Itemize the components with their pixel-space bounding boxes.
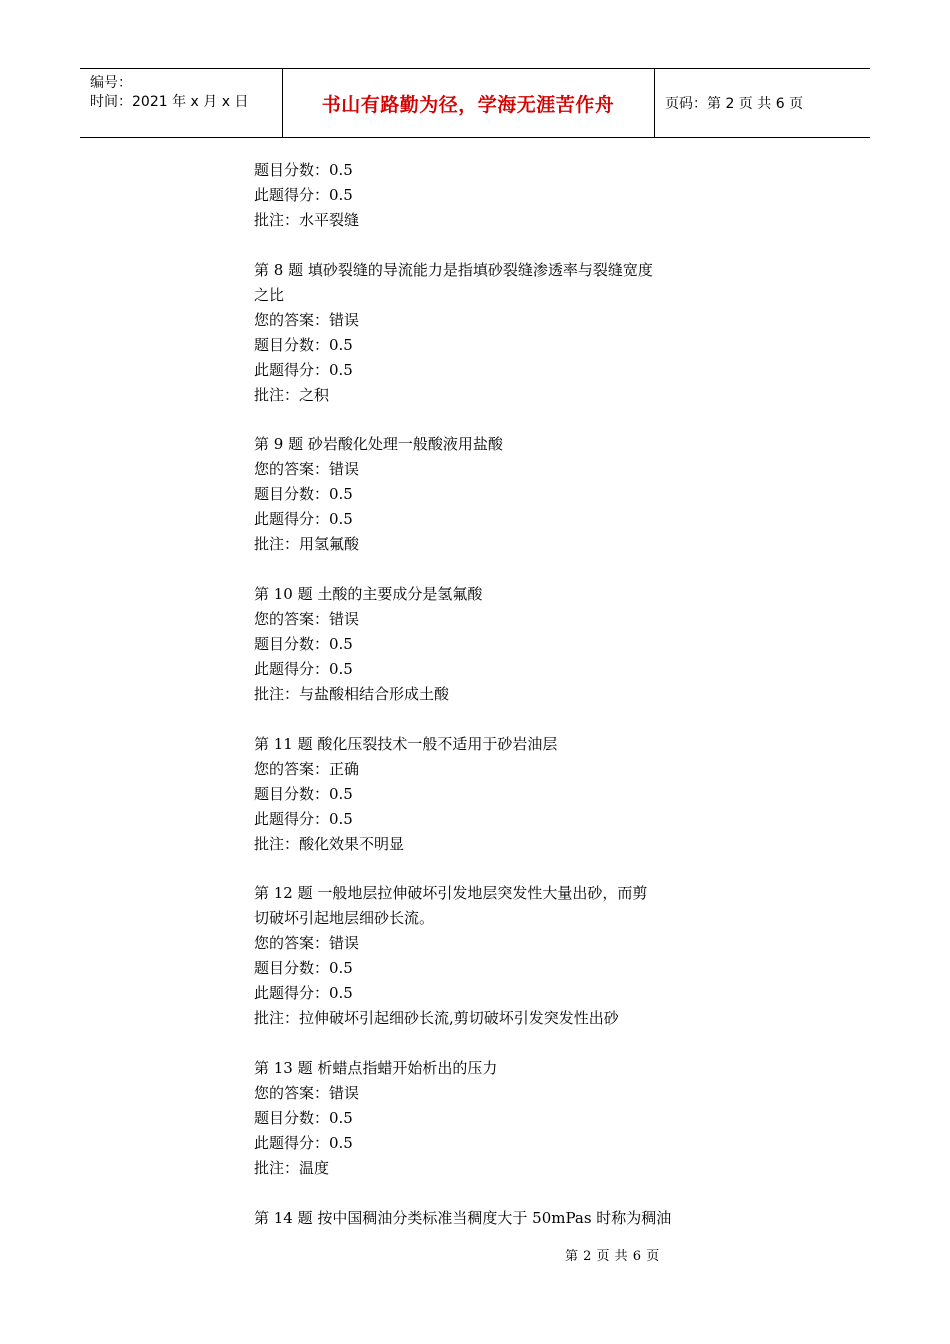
paragraph-gap — [254, 1181, 704, 1206]
text-line: 题目分数：0.5 — [254, 959, 353, 978]
text-line: 批注：拉伸破坏引起细砂长流,剪切破坏引发突发性出砂 — [254, 1009, 619, 1028]
text-line: 题目分数：0.5 — [254, 161, 353, 179]
text-line: 您的答案：错误 — [254, 1084, 360, 1103]
header-page-cell — [655, 69, 870, 137]
motto-text: 书山有路勤为径，学海无涯苦作舟 — [321, 93, 615, 116]
text-line: 批注：与盐酸相结合形成土酸 — [254, 685, 450, 704]
text-line: 您的答案：正确 — [254, 759, 360, 778]
paragraph-gap — [254, 233, 704, 258]
header-page-label: 页码：第 2 页 共 6 页 — [665, 96, 804, 112]
text-line: 第 9 题 砂岩酸化处理一般酸液用盐酸 — [254, 435, 503, 454]
text-line: 题目分数：0.5 — [254, 485, 353, 504]
text-line: 批注：之积 — [254, 385, 330, 404]
paragraph-gap — [254, 707, 704, 732]
text-line: 题目分数：0.5 — [254, 635, 353, 654]
text-line: 此题得分：0.5 — [254, 809, 353, 828]
text-line: 此题得分：0.5 — [254, 186, 353, 204]
text-line: 您的答案：错误 — [254, 934, 360, 953]
text-line: 第 11 题 酸化压裂技术一般不适用于砂岩油层 — [254, 734, 558, 753]
paragraph-gap — [254, 557, 704, 582]
text-line: 您的答案：错误 — [254, 460, 360, 479]
code-label: 编号： — [90, 75, 132, 91]
text-line: 第 14 题 按中国稠油分类标准当稠度大于 50mPas 时称为稠油 — [254, 1208, 672, 1227]
text-line: 第 13 题 析蜡点指蜡开始析出的压力 — [254, 1059, 498, 1078]
text-line: 您的答案：错误 — [254, 310, 360, 329]
text-line: 第 8 题 填砂裂缝的导流能力是指填砂裂缝渗透率与裂缝宽度 — [254, 260, 653, 279]
text-line: 批注：温度 — [254, 1159, 330, 1178]
header-meta — [80, 69, 283, 137]
text-line: 切破坏引起地层细砂长流。 — [254, 909, 435, 928]
text-line: 题目分数：0.5 — [254, 335, 353, 354]
time-label: 时间：2021 年 x 月 x 日 — [90, 94, 249, 110]
header-motto-cell — [282, 69, 655, 137]
text-line: 此题得分：0.5 — [254, 1134, 353, 1153]
text-line: 批注：酸化效果不明显 — [254, 834, 405, 853]
paragraph-gap — [254, 408, 704, 433]
text-line: 批注：水平裂缝 — [254, 211, 360, 229]
text-line: 您的答案：错误 — [254, 610, 360, 629]
text-line: 之比 — [254, 285, 285, 304]
text-line: 批注：用氢氟酸 — [254, 535, 360, 554]
text-line: 此题得分：0.5 — [254, 510, 353, 529]
text-line: 此题得分：0.5 — [254, 984, 353, 1003]
paragraph-gap — [254, 1031, 704, 1056]
paragraph-gap — [254, 857, 704, 882]
text-line: 题目分数：0.5 — [254, 784, 353, 803]
text-line: 题目分数：0.5 — [254, 1109, 353, 1128]
text-line: 第 10 题 土酸的主要成分是氢氟酸 — [254, 585, 483, 604]
text-line: 第 12 题 一般地层拉伸破坏引发地层突发性大量出砂，而剪 — [254, 884, 648, 903]
page-footer: 第 2 页 共 6 页 — [565, 1249, 660, 1264]
page-header — [80, 68, 870, 138]
text-line: 此题得分：0.5 — [254, 360, 353, 379]
document-body — [254, 158, 704, 1231]
text-line: 此题得分：0.5 — [254, 660, 353, 679]
